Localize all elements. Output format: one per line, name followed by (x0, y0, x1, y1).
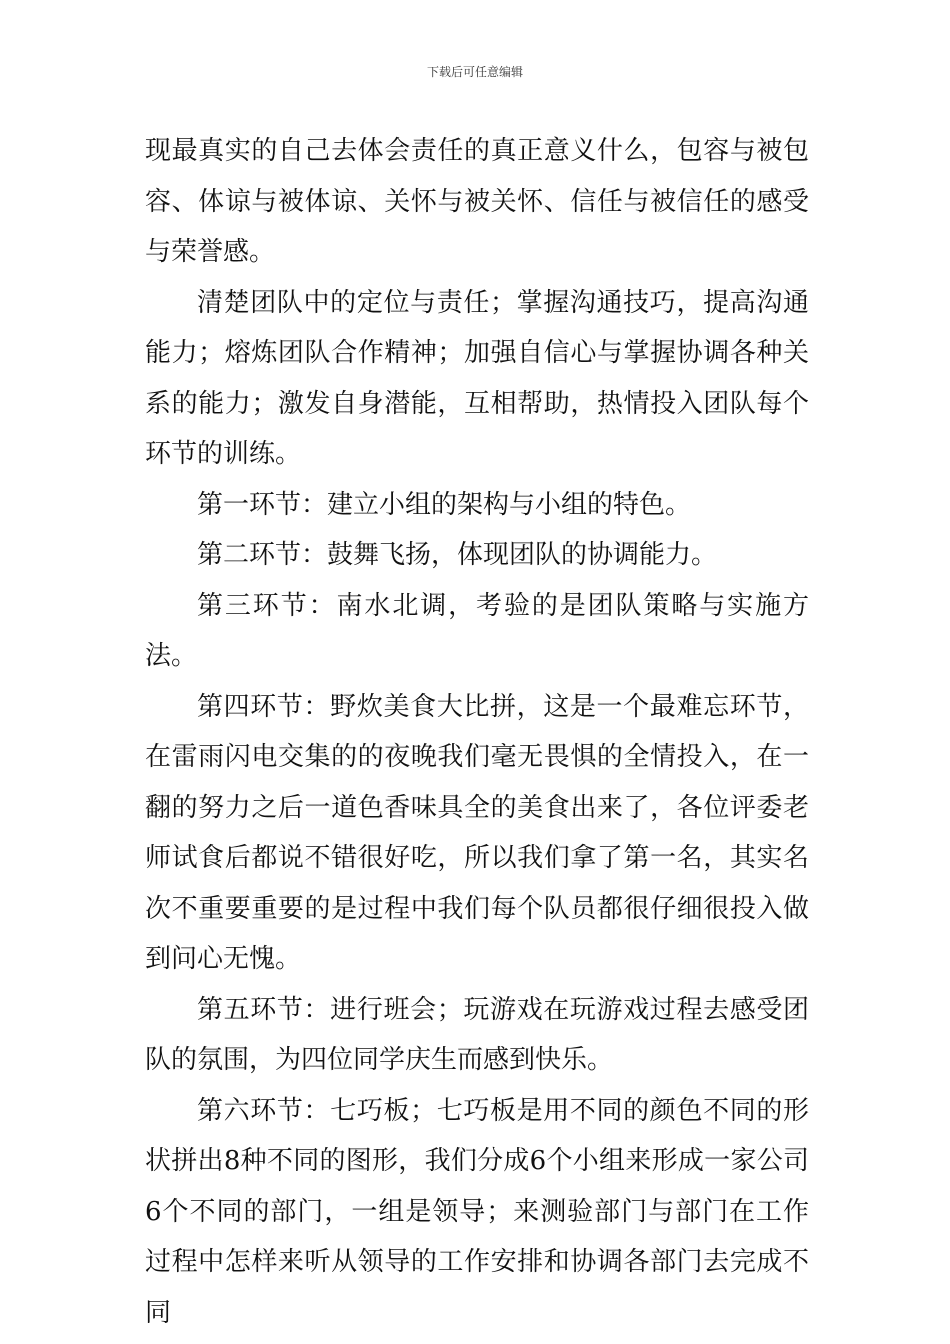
page-header: 下载后可任意编辑 (426, 65, 523, 79)
paragraph-stage-1: 第一环节：建立小组的架构与小组的特色。 (197, 489, 692, 520)
document-body (145, 126, 809, 1338)
paragraph-stage-4: 第四环节：野炊美食大比拼，这是一个最难忘环节，在雷雨闪电交集的的夜晚我们毫无畏惧的全情投入，在一翻的努力之后一道色香味具全的美食出来了，各位评委老师试食后都说不错很好吃，所以我们拿了第一名，其实名次不重要重要的是过程中我们每个队员都很仔细很投入做到问心无愧。 (145, 691, 809, 974)
paragraph-stage-5: 第五环节：进行班会；玩游戏在玩游戏过程去感受团队的氛围，为四位同学庆生而感到快乐。 (145, 994, 809, 1075)
paragraph-stage-3: 第三环节：南水北调，考验的是团队策略与实施方法。 (145, 590, 809, 671)
paragraph-responsibility: 现最真实的自己去体会责任的真正意义什么，包容与被包容、体谅与被体谅、关怀与被关怀、信任与被信任的感受与荣誉感。 (145, 136, 809, 267)
paragraph-stage-6: 第六环节：七巧板；七巧板是用不同的颜色不同的形状拼出8种不同的图形，我们分成6个小组来形成一家公司6个不同的部门，一组是领导；来测验部门与部门在工作过程中怎样来听从领导的工作安排和协调各部门去完成不同 (145, 1095, 809, 1328)
paragraph-team-goals: 清楚团队中的定位与责任；掌握沟通技巧，提高沟通能力；熔炼团队合作精神；加强自信心与掌握协调各种关系的能力；激发自身潜能，互相帮助，热情投入团队每个环节的训练。 (145, 287, 809, 469)
paragraph-stage-2: 第二环节：鼓舞飞扬，体现团队的协调能力。 (197, 540, 718, 570)
